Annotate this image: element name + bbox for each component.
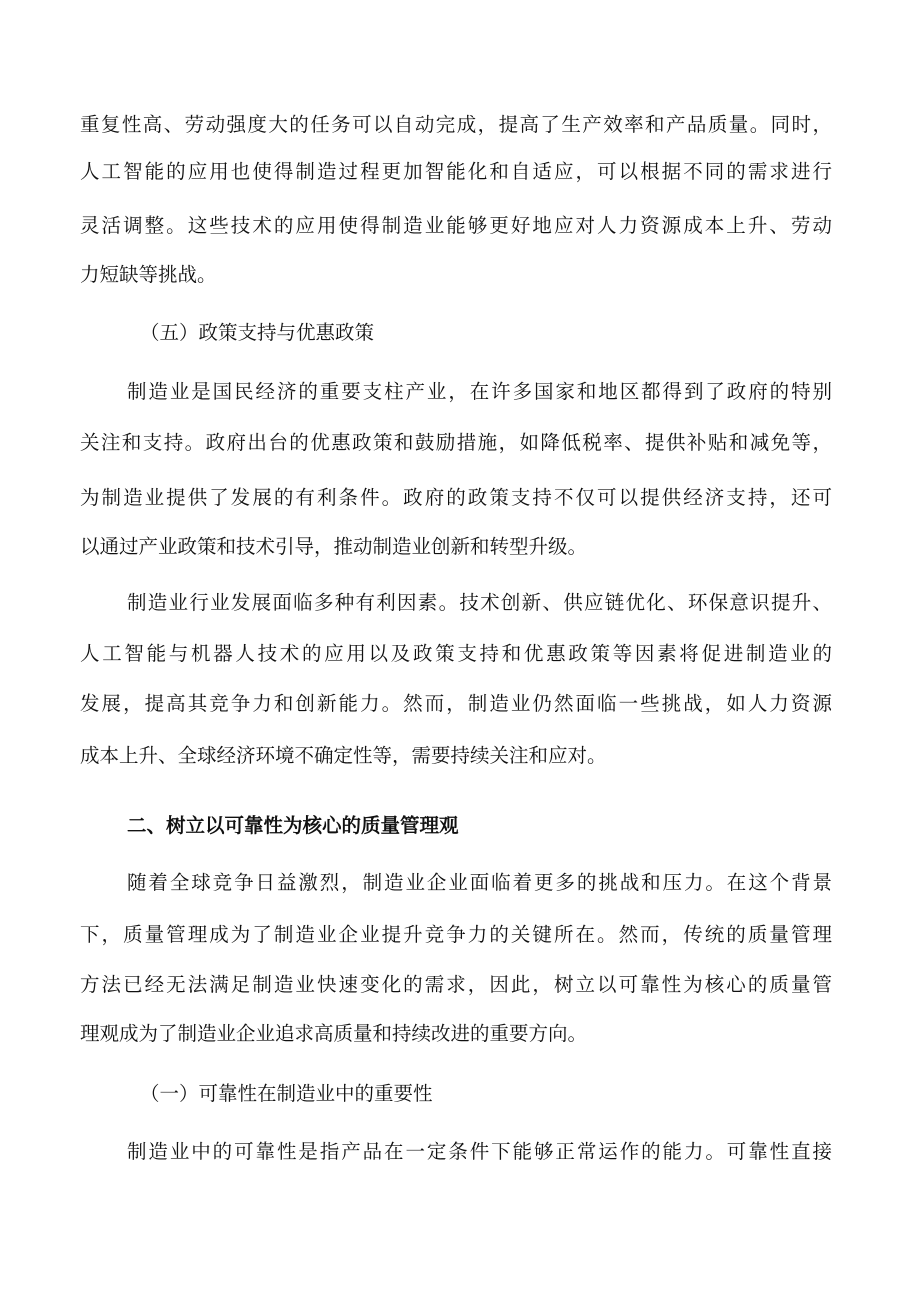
paragraph-line: 理观成为了制造业企业追求高质量和持续改进的重要方向。 <box>80 1022 588 1045</box>
paragraph-line: 以通过产业政策和技术引导，推动制造业创新和转型升级。 <box>80 535 588 558</box>
paragraph-line: 随着全球竞争日益激烈，制造业企业面临着更多的挑战和压力。在这个背景 <box>127 871 832 894</box>
paragraph-line: 为制造业提供了发展的有利条件。政府的政策支持不仅可以提供经济支持，还可 <box>80 486 832 509</box>
subheading: （五）政策支持与优惠政策 <box>140 321 375 344</box>
paragraph-line: 制造业是国民经济的重要支柱产业，在许多国家和地区都得到了政府的特别 <box>127 380 832 403</box>
paragraph-line: 关注和支持。政府出台的优惠政策和鼓励措施，如降低税率、提供补贴和减免等， <box>80 431 832 454</box>
paragraph-line: 灵活调整。这些技术的应用使得制造业能够更好地应对人力资源成本上升、劳动 <box>80 214 832 237</box>
paragraph-line: 发展，提高其竞争力和创新能力。然而，制造业仍然面临一些挑战，如人力资源 <box>80 692 832 715</box>
paragraph-line: 重复性高、劳动强度大的任务可以自动完成，提高了生产效率和产品质量。同时， <box>80 113 832 136</box>
paragraph-line: 人工智能与机器人技术的应用以及政策支持和优惠政策等因素将促进制造业的 <box>80 642 832 665</box>
paragraph-line: 制造业中的可靠性是指产品在一定条件下能够正常运作的能力。可靠性直接 <box>127 1140 832 1163</box>
paragraph-line: 人工智能的应用也使得制造过程更加智能化和自适应，可以根据不同的需求进行 <box>80 160 832 183</box>
paragraph-line: 制造业行业发展面临多种有利因素。技术创新、供应链优化、环保意识提升、 <box>127 591 832 614</box>
paragraph-line: 下，质量管理成为了制造业企业提升竞争力的关键所在。然而，传统的质量管理 <box>80 923 832 946</box>
paragraph-line: 力短缺等挑战。 <box>80 263 217 286</box>
section-heading: 二、树立以可靠性为核心的质量管理观 <box>127 814 459 837</box>
paragraph-line: 方法已经无法满足制造业快速变化的需求，因此，树立以可靠性为核心的质量管 <box>80 973 832 996</box>
paragraph-line: 成本上升、全球经济环境不确定性等，需要持续关注和应对。 <box>80 744 607 767</box>
subheading: （一）可靠性在制造业中的重要性 <box>140 1082 433 1105</box>
